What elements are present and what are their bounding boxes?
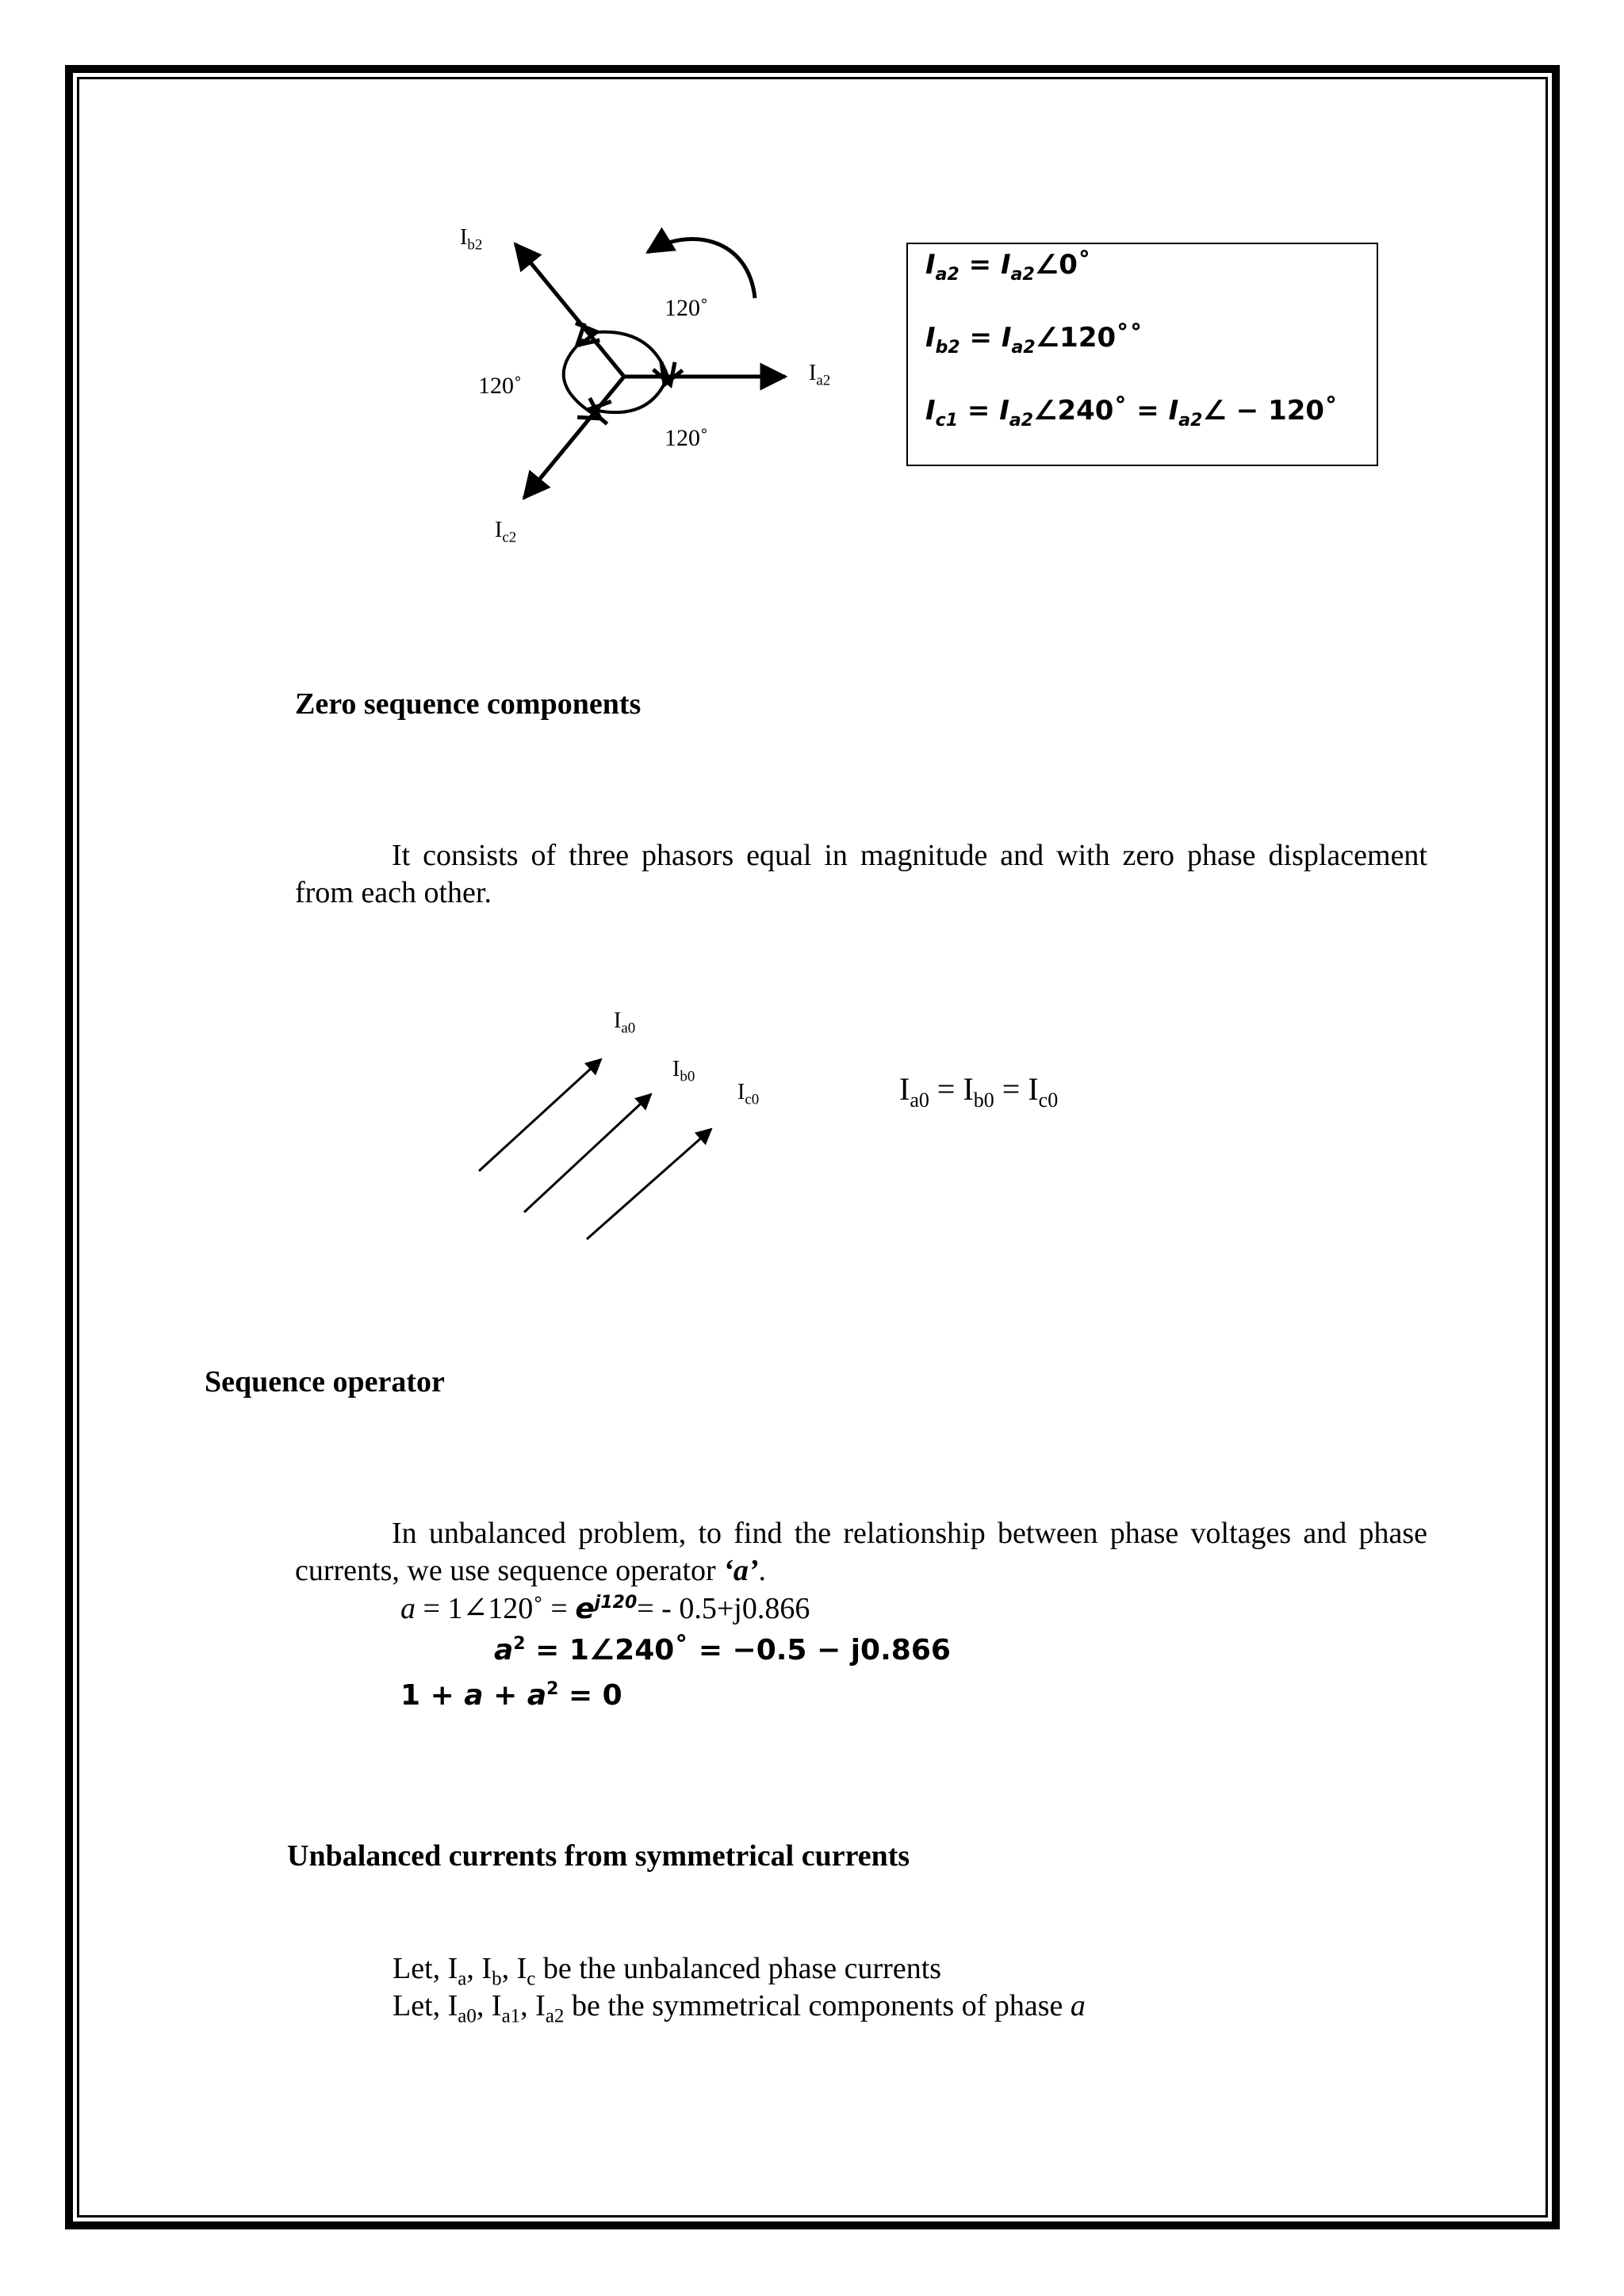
label-ic0: $I_{c0}$ — [737, 1080, 760, 1108]
heading-zero-sequence: Zero sequence components — [295, 687, 642, 721]
heading-sequence-operator: Sequence operator — [205, 1365, 445, 1399]
operator-definition-line: a = 1∠120˚ = $e^{j120}= - 0.5+j0.866$ — [400, 1592, 810, 1625]
phasor-ic0 — [587, 1129, 711, 1239]
label-ia2: $I_{a2}$ — [809, 361, 831, 389]
operator-symbol: ‘a’ — [723, 1554, 759, 1587]
unbalanced-line-1: Let, $I_a$, $I_b$, $I_c$ be the unbalanced phase currents — [393, 1952, 942, 1990]
exponential-form: $e^{j120}$ — [575, 1593, 638, 1625]
label-ic2: $I_{c2}$ — [495, 518, 517, 546]
label-ib0: $I_{b0}$ — [672, 1057, 695, 1085]
operator-squared-line: $a^2$ = 1∠240˚ = −0.5 − j0.866 — [494, 1634, 951, 1667]
zero-sequence-equation: $I_{a0} = I_{b0} = I_{c0}$ — [899, 1071, 1059, 1112]
label-ia0: $I_{a0}$ — [614, 1008, 636, 1037]
zero-sequence-paragraph: It consists of three phasors equal in magnitude and with zero phase displacement from each other. — [295, 839, 1427, 909]
angle-label-bottom: 120˚ — [665, 425, 708, 451]
label-ib2: $I_{b2}$ — [460, 225, 483, 254]
angle-label-left: 120˚ — [478, 373, 522, 399]
angle-label-top: 120˚ — [665, 295, 708, 321]
equation-ib2: $I_{b2}$ = $I_{a2}\angle 120˚˚$ — [925, 322, 1143, 358]
operator-identity-line: $1 + a + a^2 = 0$ — [400, 1679, 622, 1712]
heading-unbalanced-currents: Unbalanced currents from symmetrical currents — [287, 1839, 910, 1873]
equation-ia2: $I_{a2}$ = $I_{a2}\angle 0˚$ — [925, 249, 1091, 285]
phasor-ia0 — [479, 1059, 601, 1171]
sequence-operator-paragraph: In unbalanced problem, to find the relationship between phase voltages and phase currents, we use sequence operator ‘a’. — [295, 1517, 1427, 1587]
equation-ic1: $I_{c1}$ = $I_{a2}\angle 240˚$ = $I_{a2}\angle$ − 120˚ — [925, 395, 1339, 430]
unbalanced-line-2: Let, $I_{a0}$, $I_{a1}$, $I_{a2}$ be the symmetrical components of phase a — [393, 1989, 1086, 2027]
